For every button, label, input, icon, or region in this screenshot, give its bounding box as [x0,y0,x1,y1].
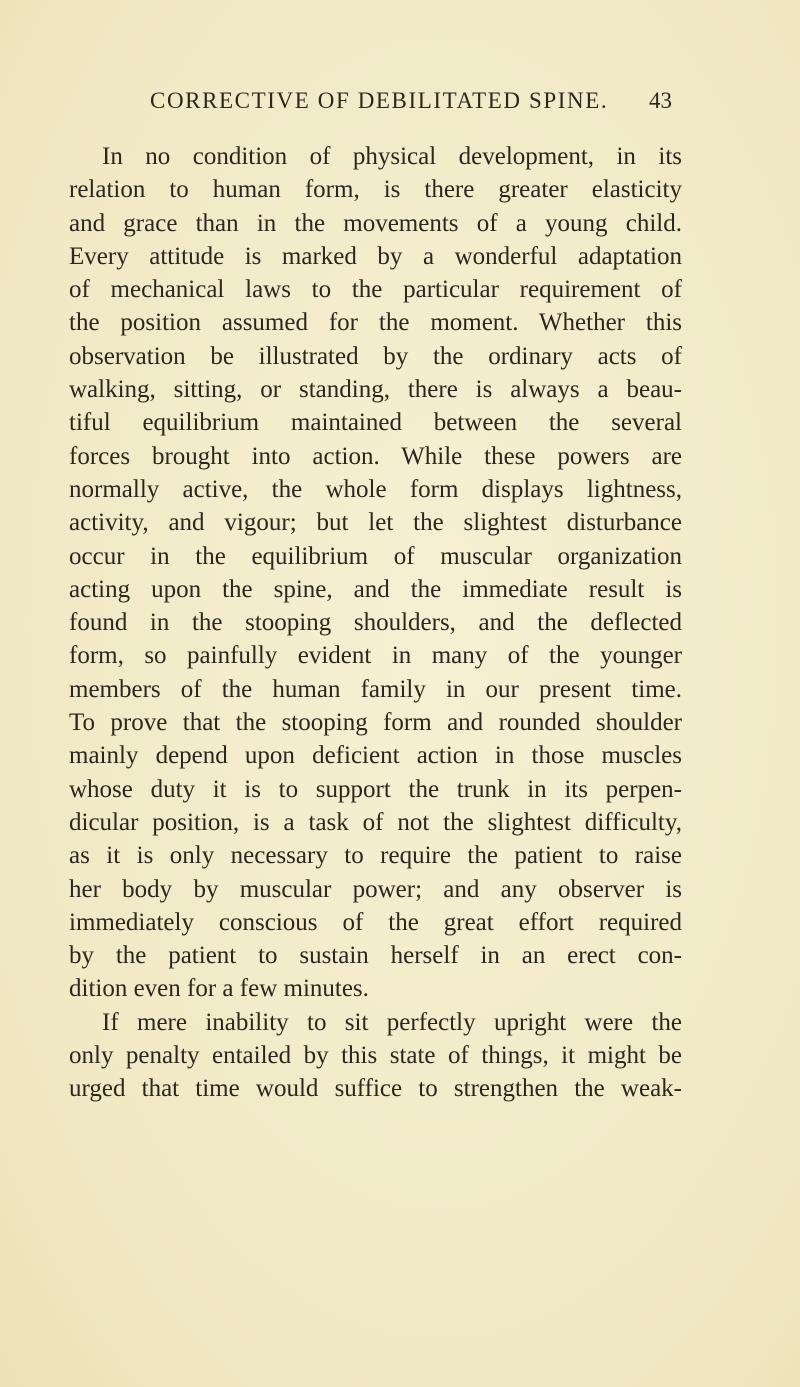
text-line: by the patient to sustain herself in an erect con- [69,942,682,970]
text-line: Every attitude is marked by a wonderful adaptation [69,242,682,270]
text-line: To prove that the stooping form and rounded shoulder [69,709,682,737]
text-line: occur in the equilibrium of muscular organization [69,542,682,570]
text-line: acting upon the spine, and the immediate result is [69,575,682,603]
text-line: In no condition of physical development, in its [102,143,682,170]
text-line: normally active, the whole form displays lightness, [69,475,682,503]
text-line: relation to human form, is there greater elasticity [69,176,682,204]
text-line: found in the stooping shoulders, and the deflected [69,609,682,637]
text-line: and grace than in the movements of a young child. [69,209,682,237]
text-line: as it is only necessary to require the patient to raise [69,842,682,870]
text-line: tiful equilibrium maintained between the several [69,409,682,437]
text-line: of mechanical laws to the particular requirement of [69,276,682,304]
running-title: CORRECTIVE OF DEBILITATED SPINE. [150,88,609,113]
text-line: activity, and vigour; but let the slightest disturbance [69,509,682,537]
text-line: dicular position, is a task of not the slightest difficulty, [69,808,682,836]
text-line: her body by muscular power; and any observer is [69,875,682,903]
text-line: the position assumed for the moment. Whether this [69,309,682,337]
text-line: members of the human family in our present time. [69,675,682,703]
text-line: whose duty it is to support the trunk in its perpen- [69,775,682,803]
text-line: If mere inability to sit perfectly upright were the [102,1008,682,1036]
running-head [150,88,670,118]
page-number: 43 [649,88,672,113]
text-line: urged that time would suffice to strengthen the weak- [69,1075,682,1103]
text-line: observation be illustrated by the ordinary acts of [69,342,682,370]
text-line: form, so painfully evident in many of the younger [69,642,682,670]
text-line: forces brought into action. While these powers are [69,442,682,470]
text-line: immediately conscious of the great effort required [69,908,682,936]
text-line: only penalty entailed by this state of things, it might be [69,1042,682,1070]
body-text [69,140,682,1106]
text-line: walking, sitting, or standing, there is always a beau- [69,376,682,404]
text-line: mainly depend upon deficient action in those muscles [69,742,682,770]
text-line: dition even for a few minutes. [69,975,369,1003]
